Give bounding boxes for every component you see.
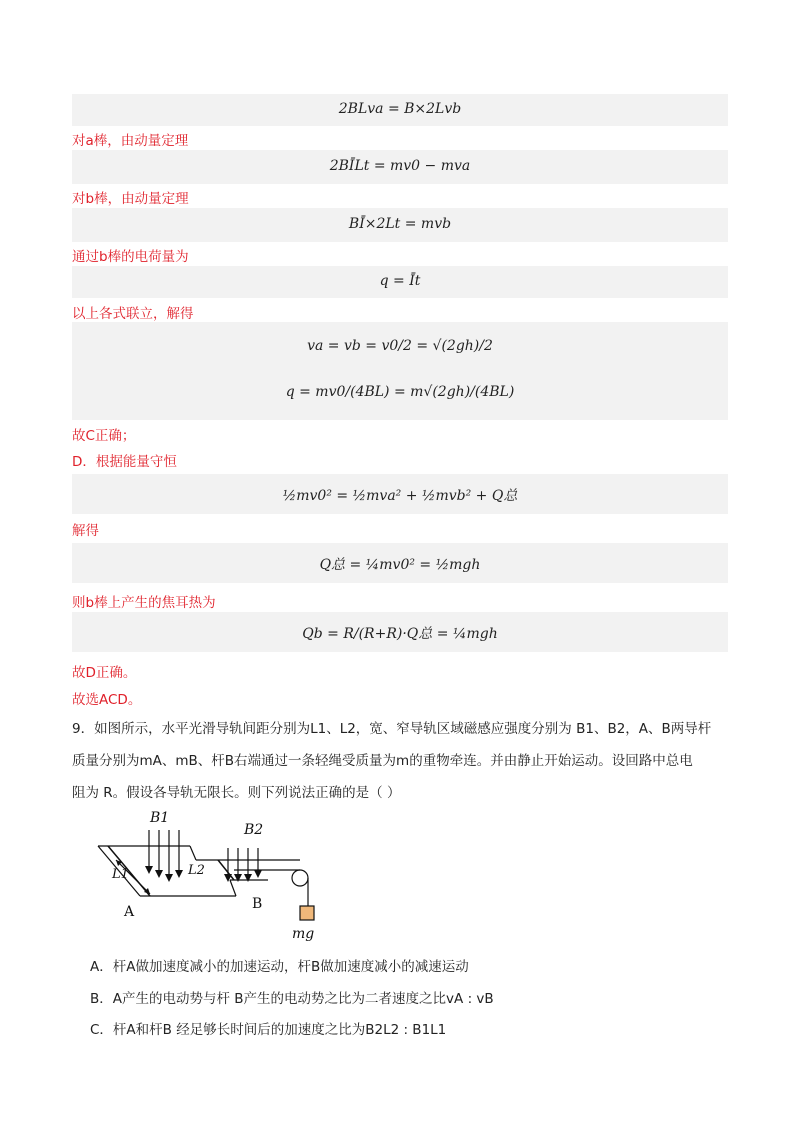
rail-diagram: [78, 808, 338, 948]
step-top: [190, 846, 196, 860]
solution-text: 则b棒上产生的焦耳热为: [72, 595, 216, 611]
formula-text: 2BLva = B×2Lvb: [338, 101, 462, 117]
label-mg: mg: [292, 926, 315, 942]
formula-text: Qb = R/(R+R)·Q总 = ¼mgh: [302, 626, 498, 642]
formula-text: ½mv0² = ½mva² + ½mvb² + Q总: [282, 488, 518, 504]
formula-box: [72, 474, 728, 514]
solution-text: 故C正确；: [72, 428, 136, 444]
solution-text: D．根据能量守恒: [72, 454, 177, 470]
label-b2: B2: [244, 822, 264, 838]
solution-text: 故选ACD。: [72, 692, 142, 708]
solution-text: 通过b棒的电荷量为: [72, 249, 189, 265]
option-c: C．杆A和杆B 经足够长时间后的加速度之比为B2L2 : B1L1: [90, 1022, 447, 1038]
option-a: A．杆A做加速度减小的加速运动，杆B做加速度减小的减速运动: [90, 959, 469, 975]
formula-box: [72, 322, 728, 420]
solution-text: 对a棒，由动量定理: [72, 133, 189, 149]
solution-text: 故D正确。: [72, 665, 137, 681]
formula-text: Q总 = ¼mv0² = ½mgh: [319, 557, 481, 573]
question-text: 阻为 R。假设各导轨无限长。则下列说法正确的是（ ）: [72, 785, 401, 801]
weight-block: [300, 906, 314, 920]
label-a: A: [124, 904, 135, 920]
label-b1: B1: [150, 810, 170, 826]
formula-box: [72, 208, 728, 242]
solution-text: 对b棒，由动量定理: [72, 191, 189, 207]
b1-field-arrows: [145, 830, 183, 882]
b2-field-arrows: [224, 848, 262, 882]
formula-text: q = Īt: [379, 273, 421, 289]
formula-box: [72, 543, 728, 583]
label-l2: L2: [188, 863, 205, 878]
formula-box: [72, 612, 728, 652]
formula-text: BĪ×2Lt = mvb: [348, 216, 452, 232]
formula-text: q = mv0/(4BL) = m√(2gh)/(4BL): [285, 384, 515, 400]
formula-text: va = vb = v0/2 = √(2gh)/2: [307, 338, 493, 354]
formula-box: [72, 266, 728, 298]
formula-box: [72, 150, 728, 184]
label-b: B: [252, 896, 263, 912]
label-l1: L1: [112, 867, 129, 882]
pulley: [292, 870, 308, 886]
formula-text: 2BĪLt = mv0 − mva: [329, 158, 471, 174]
formula-box: [72, 94, 728, 126]
solution-text: 解得: [72, 523, 99, 539]
step-bottom: [230, 880, 236, 896]
solution-text: 以上各式联立，解得: [72, 306, 194, 322]
option-b: B．A产生的电动势与杆 B产生的电动势之比为二者速度之比vA : vB: [90, 991, 494, 1007]
question-text: 质量分别为mA、mB、杆B右端通过一条轻绳受质量为m的重物牵连。并由静止开始运动。设回路中总电: [72, 753, 693, 769]
question-text: 9．如图所示，水平光滑导轨间距分别为L1、L2，宽、窄导轨区域磁感应强度分别为 B1、B2，A、B两导杆: [72, 721, 712, 737]
